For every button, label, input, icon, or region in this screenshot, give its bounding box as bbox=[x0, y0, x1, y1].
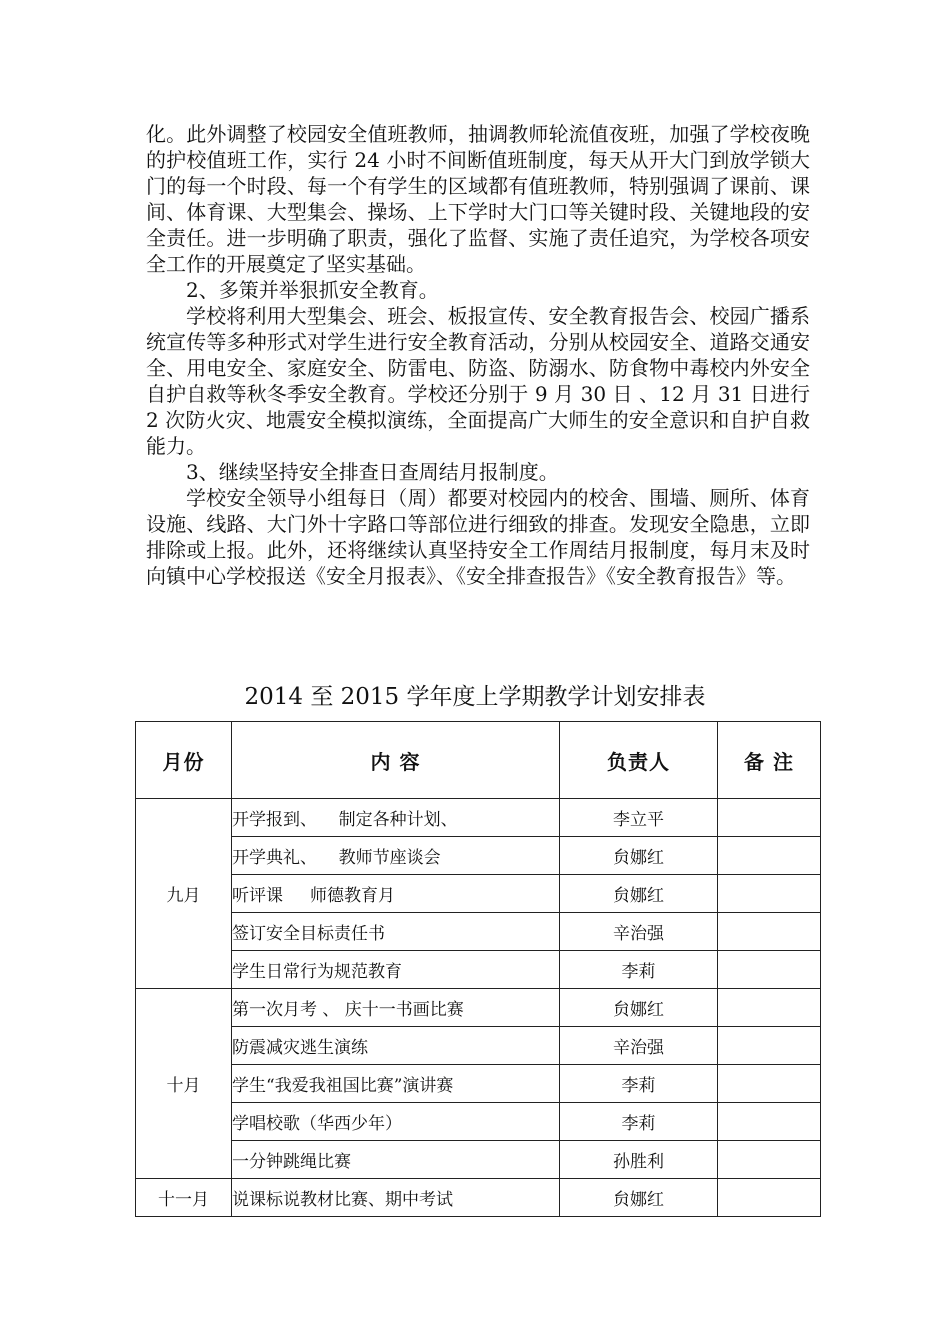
table-title: 2014 至 2015 学年度上学期教学计划安排表 bbox=[244, 684, 706, 710]
person-cell: 李莉 bbox=[560, 1065, 718, 1103]
person-cell: 贠娜红 bbox=[560, 989, 718, 1027]
table-row bbox=[136, 875, 821, 913]
paragraph-duty-schedule: 化。此外调整了校园安全值班教师，抽调教师轮流值夜班，加强了学校夜晚的护校值班工作，实行 24 小时不间断值班制度，每天从开大门到放学锁大门的每一个时段、每一个有学生的区域都有值班教师，特别强调了课前、课间、体育课、大型集会、操场、上下学时大门口等关键时段、关键地段的安全责任。进一步明确了职责，强化了监督、实施了责任追究，为学校各项安全工作的开展奠定了坚实基础。 bbox=[146, 122, 810, 276]
content-cell: 学生“我爱我祖国比赛”演讲赛 bbox=[232, 1065, 560, 1103]
table-row bbox=[136, 1179, 821, 1217]
month-cell: 九月 bbox=[136, 799, 232, 989]
month-cell: 十月 bbox=[136, 989, 232, 1179]
person-cell: 辛治强 bbox=[560, 1027, 718, 1065]
note-cell bbox=[718, 951, 821, 989]
header-content: 内 容 bbox=[232, 722, 560, 799]
note-cell bbox=[718, 989, 821, 1027]
table-header-row bbox=[136, 722, 821, 799]
header-person: 负责人 bbox=[560, 722, 718, 799]
note-cell bbox=[718, 1179, 821, 1217]
content-cell: 防震减灾逃生演练 bbox=[232, 1027, 560, 1065]
header-note: 备 注 bbox=[718, 722, 821, 799]
person-cell: 贠娜红 bbox=[560, 1179, 718, 1217]
heading-inspection-system: 3、继续坚持安全排查日查周结月报制度。 bbox=[186, 460, 559, 484]
content-cell: 一分钟跳绳比赛 bbox=[232, 1141, 560, 1179]
content-cell: 学唱校歌（华西少年） bbox=[232, 1103, 560, 1141]
person-cell: 李莉 bbox=[560, 1103, 718, 1141]
content-cell: 第一次月考 、 庆十一书画比赛 bbox=[232, 989, 560, 1027]
table-row bbox=[136, 1065, 821, 1103]
content-cell: 开学报到、 制定各种计划、 bbox=[232, 799, 560, 837]
table-row bbox=[136, 1141, 821, 1179]
table-row bbox=[136, 837, 821, 875]
table-row bbox=[136, 951, 821, 989]
note-cell bbox=[718, 913, 821, 951]
paragraph-safety-education: 学校将利用大型集会、班会、板报宣传、安全教育报告会、校园广播系统宣传等多种形式对学生进行安全教育活动，分别从校园安全、道路交通安全、用电安全、家庭安全、防雷电、防盗、防溺水、防食物中毒校内外安全自护自救等秋冬季安全教育。学校还分别于 9 月 30 日 、12 月 31 日进行 2 次防火灾、地震安全模拟演练，全面提高广大师生的安全意识和自护自救能力。 bbox=[146, 304, 810, 458]
note-cell bbox=[718, 875, 821, 913]
person-cell: 李立平 bbox=[560, 799, 718, 837]
note-cell bbox=[718, 1065, 821, 1103]
paragraph-inspection-system: 学校安全领导小组每日（周）都要对校园内的校舍、围墙、厕所、体育设施、线路、大门外十字路口等部位进行细致的排查。发现安全隐患，立即排除或上报。此外，还将继续认真坚持安全工作周结月报制度，每月末及时向镇中心学校报送《安全月报表》、《安全排查报告》《安全教育报告》等。 bbox=[146, 486, 810, 588]
table-row bbox=[136, 1103, 821, 1141]
note-cell bbox=[718, 799, 821, 837]
person-cell: 辛治强 bbox=[560, 913, 718, 951]
content-cell: 说课标说教材比赛、期中考试 bbox=[232, 1179, 560, 1217]
month-cell: 十一月 bbox=[136, 1179, 232, 1217]
teaching-plan-table bbox=[135, 721, 821, 1217]
content-cell: 开学典礼、 教师节座谈会 bbox=[232, 837, 560, 875]
content-cell: 签订安全目标责任书 bbox=[232, 913, 560, 951]
note-cell bbox=[718, 1141, 821, 1179]
table-row bbox=[136, 989, 821, 1027]
content-cell: 听评课 师德教育月 bbox=[232, 875, 560, 913]
content-cell: 学生日常行为规范教育 bbox=[232, 951, 560, 989]
person-cell: 李莉 bbox=[560, 951, 718, 989]
note-cell bbox=[718, 1027, 821, 1065]
body-text bbox=[146, 121, 810, 589]
header-month: 月份 bbox=[136, 722, 232, 799]
heading-safety-education: 2、多策并举狠抓安全教育。 bbox=[186, 278, 439, 302]
table-row bbox=[136, 799, 821, 837]
table-row bbox=[136, 913, 821, 951]
note-cell bbox=[718, 837, 821, 875]
person-cell: 孙胜利 bbox=[560, 1141, 718, 1179]
person-cell: 贠娜红 bbox=[560, 875, 718, 913]
note-cell bbox=[718, 1103, 821, 1141]
person-cell: 贠娜红 bbox=[560, 837, 718, 875]
table-row bbox=[136, 1027, 821, 1065]
